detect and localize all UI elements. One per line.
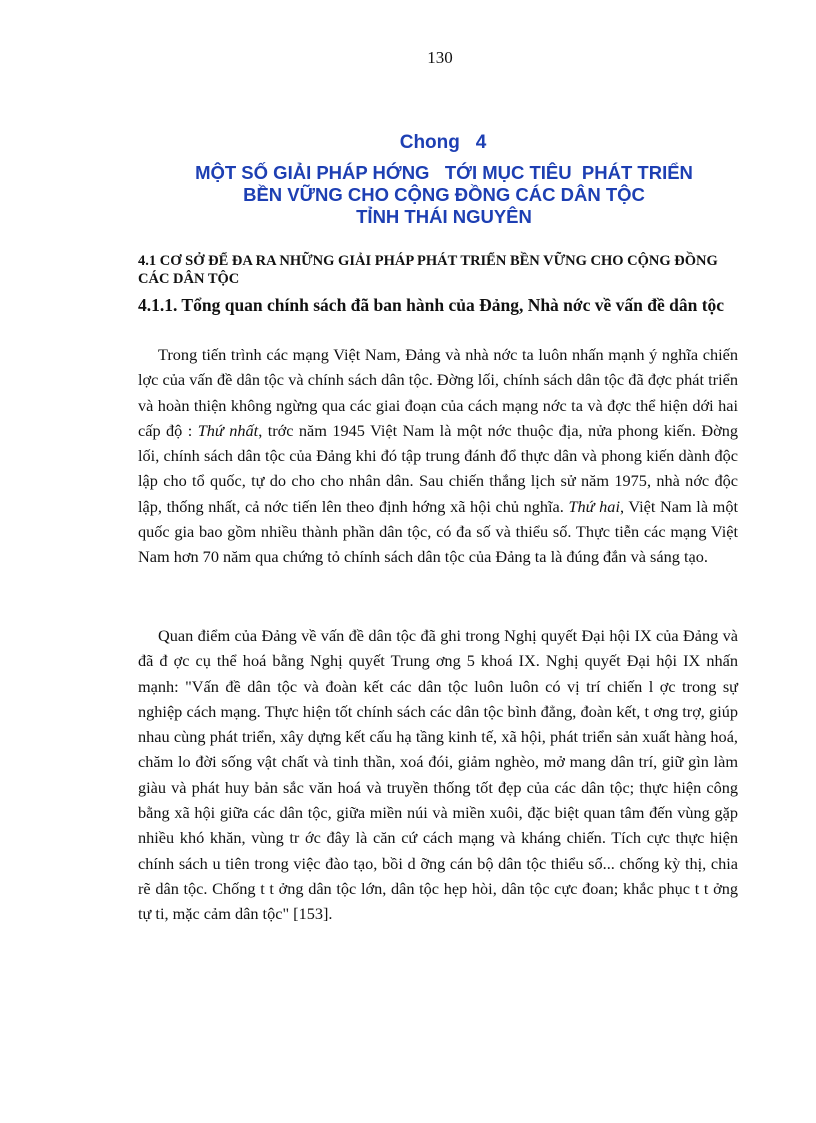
chapter-title-line-1: MỘT SỐ GIẢI PHÁP HỚNG TỚI MỤC TIÊU PHÁT TRIỂN xyxy=(195,162,693,183)
section-heading: 4.1 CƠ SỞ ĐỂ ĐA RA NHỮNG GIẢI PHÁP PHÁT TRIỂN BỀN VỮNG CHO CỘNG ĐỒNG CÁC DÂN TỘC xyxy=(138,253,718,287)
p1-italic-first: Thứ nhất xyxy=(197,420,259,440)
body-paragraph-2: Quan điểm của Đảng về vấn đề dân tộc đã ghi trong Nghị quyết Đại hội IX của Đảng và đã đ ợc cụ thể hoá bằng Nghị quyết Trung ơng 5 khoá IX. Nghị quyết Đại hội IX nhấn mạnh: "Vấn đề dân tộc và đoàn kết các dân tộc luôn luôn có vị trí chiến l ợc trong sự nghiệp cách mạng. Thực hiện tốt chính sách các dân tộc bình đẳng, đoàn kết, t ơng trợ, giúp nhau cùng phát triển, xây dựng kết cấu hạ tầng kinh tế, xã hội, phát triển sản xuất hàng hoá, chăm lo đời sống vật chất và tinh thần, xoá đói, giảm nghèo, mở mang dân trí, giữ gìn làm giàu và phát huy bản sắc văn hoá và truyền thống tốt đẹp của các dân tộc; thực hiện công bằng xã hội giữa các dân tộc, giữa miền núi và miền xuôi, đặc biệt quan tâm đến vùng gặp nhiều khó khăn, vùng tr ớc đây là căn cứ cách mạng và kháng chiến. Tích cực thực hiện chính sách u tiên trong việc đào tạo, bồi d ỡng cán bộ dân tộc thiểu số... chống kỳ thị, chia rẽ dân tộc. Chống t t ởng dân tộc lớn, dân tộc hẹp hòi, dân tộc cực đoan; khắc phục t t ởng tự ti, mặc cảm dân tộc" [153]. xyxy=(138,626,738,924)
p1-text-middle: , trớc năm 1945 Việt Nam là một nớc thuộc địa, nửa phong kiến. Đờng lối, chính sách dân tộc của Đảng khi đó tập trung đánh đổ thực dân và phong kiến dành độc lập cho tổ quốc, tự do cho cho nhân dân. Sau chiến thắng lịch sử năm 1975, nhà nớc độc lập, thống nhất, cả nớc tiến lên theo định hớng xã hội chủ nghĩa. xyxy=(138,420,739,516)
subsection-heading: 4.1.1. Tổng quan chính sách đã ban hành của Đảng, Nhà nớc về vấn đề dân tộc xyxy=(138,295,725,315)
chapter-title-line-2: BỀN VỮNG CHO CỘNG ĐỒNG CÁC DÂN TỘC xyxy=(243,184,645,205)
chapter-title xyxy=(140,162,748,228)
page-number: 130 xyxy=(427,48,453,67)
chapter-title-line-3: TỈNH THÁI NGUYÊN xyxy=(356,206,532,227)
p1-text-start: Trong tiến trình các mạng Việt Nam, Đảng và nhà nớc ta luôn nhấn mạnh ý nghĩa chiến lợc của vấn đề dân tộc và chính sách dân tộc. Đờng lối, chính sách dân tộc đã đợc phát triển và hoàn thiện không ngừng qua các giai đoạn của cách mạng nớc ta và đợc thể hiện dới hai cấp độ : xyxy=(138,345,738,440)
chapter-heading: Chong 4 xyxy=(399,132,487,153)
p1-italic-second: Thứ hai xyxy=(568,496,620,516)
p1-text-end: , Việt Nam là một quốc gia bao gồm nhiều thành phần dân tộc, có đa số và thiểu số. Thực tiễn các mạng Việt Nam hơn 70 năm qua chứng tỏ chính sách dân tộc của Đảng ta là đúng đắn và sáng tạo. xyxy=(138,496,738,567)
body-paragraph-1 xyxy=(138,342,738,570)
